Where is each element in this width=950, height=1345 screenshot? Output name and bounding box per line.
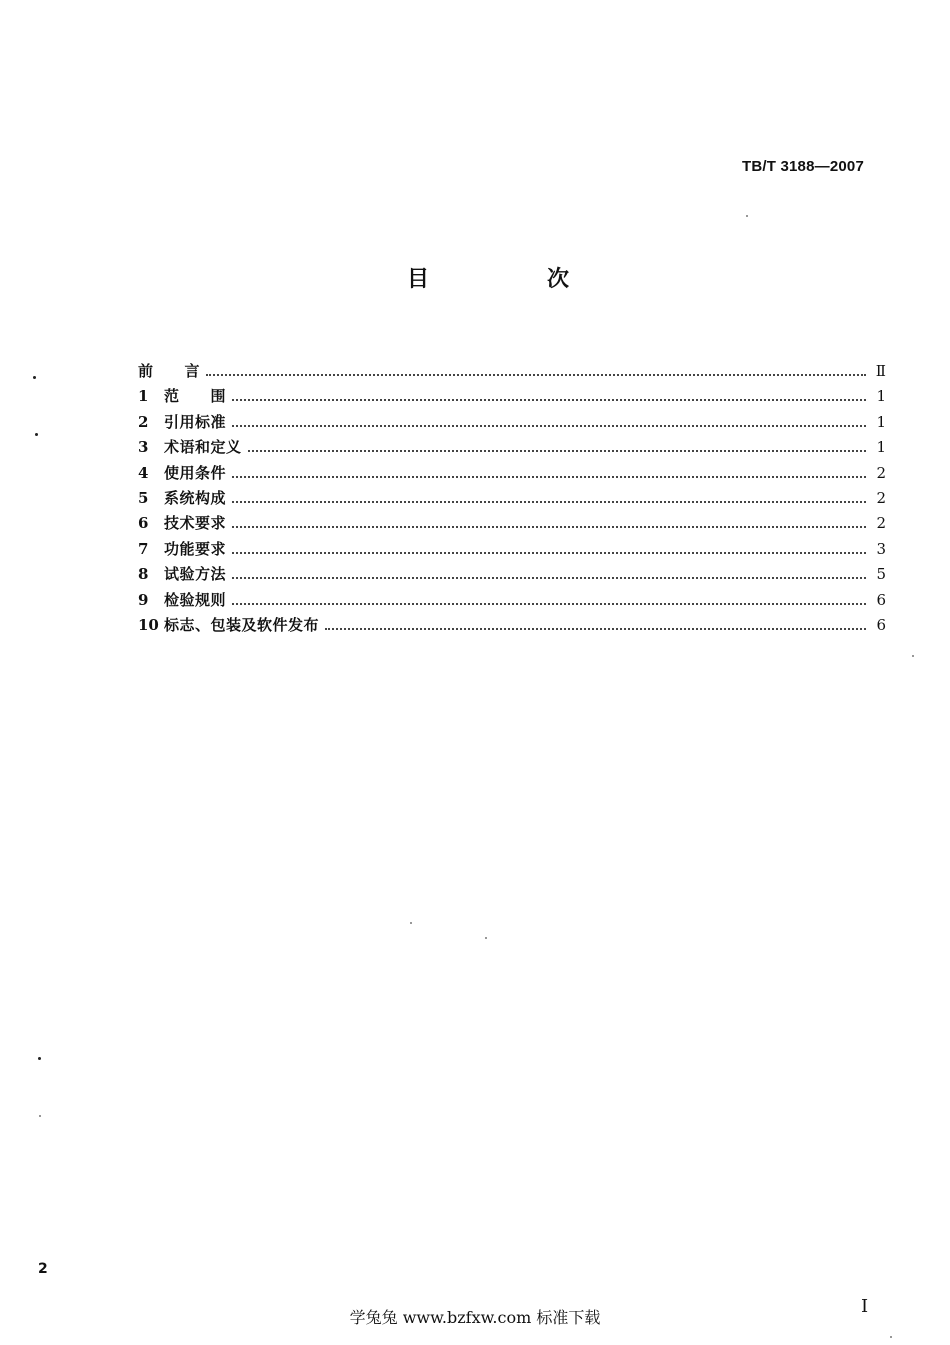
toc-entry-number: 2	[138, 412, 149, 431]
scan-speck	[912, 655, 914, 657]
toc-leader-dots	[232, 551, 866, 554]
toc-entry-label: 技术要求	[164, 514, 227, 533]
toc-entry-label: 功能要求	[164, 539, 227, 558]
toc-entry-page: Ⅱ	[875, 362, 886, 380]
scan-speck	[890, 1336, 892, 1338]
toc-leader-dots	[232, 576, 866, 579]
toc-entry-page: 1	[876, 387, 886, 406]
toc-entry-page: 2	[876, 488, 886, 507]
toc-entry-2[interactable]	[138, 411, 886, 436]
scan-speck	[410, 922, 412, 924]
toc-leader-dots	[206, 373, 866, 376]
toc-entry-9[interactable]	[138, 589, 886, 614]
toc-entry-page: 2	[876, 514, 886, 533]
toc-entry-page: 1	[876, 412, 886, 431]
toc-leader-dots	[232, 424, 866, 427]
toc-entry-10[interactable]	[138, 614, 886, 639]
toc-entry-6[interactable]	[138, 512, 886, 537]
toc-entry-label: 术语和定义	[164, 438, 242, 457]
scan-speck	[485, 937, 487, 939]
toc-entry-8[interactable]	[138, 563, 886, 588]
toc-entry-1[interactable]	[138, 385, 886, 410]
toc-entry-label: 引用标准	[164, 412, 227, 431]
toc-entry-number: 9	[138, 590, 149, 609]
toc-entry-5[interactable]	[138, 487, 886, 512]
toc-leader-dots	[232, 500, 866, 503]
toc-entry-page: 5	[876, 565, 886, 584]
toc-title: 目 次	[406, 267, 617, 292]
table-of-contents	[138, 360, 886, 639]
toc-leader-dots	[232, 398, 866, 401]
scan-speck	[38, 1057, 41, 1060]
toc-entry-page: 3	[876, 539, 886, 558]
toc-entry-number: 6	[138, 514, 149, 533]
toc-entry-number: 10	[138, 615, 159, 634]
scan-speck	[746, 215, 748, 217]
toc-leader-dots	[232, 475, 866, 478]
toc-entry-page: 1	[876, 438, 886, 457]
toc-entry-number: 8	[138, 565, 149, 584]
toc-entry-number: 4	[138, 463, 149, 482]
toc-entry-label: 前 言	[138, 362, 201, 380]
toc-entry-7[interactable]	[138, 538, 886, 563]
margin-mark: 2	[38, 1261, 48, 1277]
toc-leader-dots	[232, 602, 866, 605]
toc-leader-dots	[248, 449, 866, 452]
toc-entry-page: 6	[876, 590, 886, 609]
toc-entry-label: 系统构成	[164, 488, 227, 507]
toc-entry-label: 试验方法	[164, 565, 227, 584]
toc-entry-4[interactable]	[138, 462, 886, 487]
toc-leader-dots	[232, 525, 866, 528]
standard-code: TB/T 3188—2007	[741, 158, 864, 175]
toc-entry-page: 6	[876, 615, 886, 634]
scan-speck	[35, 433, 38, 436]
toc-entry-label: 使用条件	[164, 463, 227, 482]
toc-entry-number: 3	[138, 438, 149, 457]
toc-entry-label: 标志、包装及软件发布	[164, 615, 320, 634]
toc-entry-label: 检验规则	[164, 590, 227, 609]
toc-entry-3[interactable]	[138, 436, 886, 461]
scan-speck	[39, 1115, 41, 1117]
toc-entry-page: 2	[876, 463, 886, 482]
toc-entry-number: 1	[138, 387, 149, 406]
toc-entry-foreword[interactable]	[138, 360, 886, 385]
toc-leader-dots	[325, 627, 866, 630]
toc-entry-number: 7	[138, 539, 149, 558]
page-number: I	[861, 1296, 869, 1317]
footer-watermark[interactable]: 学兔兔 www.bzfxw.com 标准下载	[349, 1308, 601, 1327]
scan-speck	[33, 376, 36, 379]
toc-entry-label: 范 围	[164, 387, 227, 406]
toc-entry-number: 5	[138, 488, 149, 507]
